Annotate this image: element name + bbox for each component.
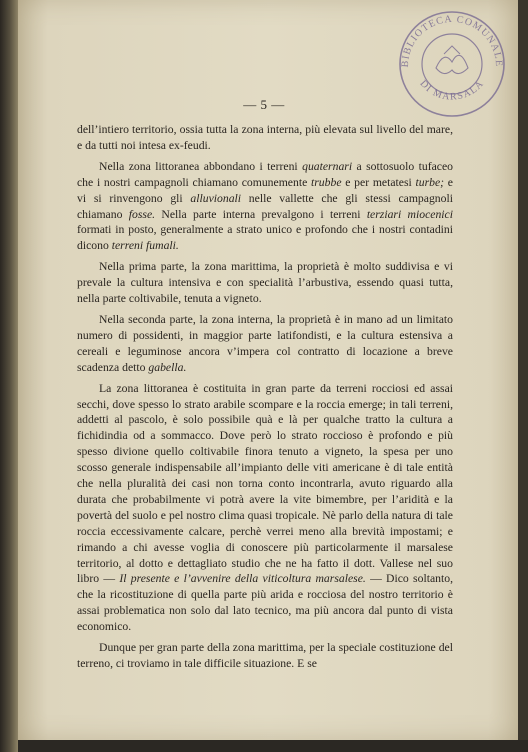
paragraph xyxy=(77,259,453,307)
svg-text:BIBLIOTECA COMUNALE xyxy=(400,14,504,68)
italic-run: fosse. xyxy=(128,207,156,221)
italic-run: terziari miocenici xyxy=(366,207,453,221)
text-run: a sottosuolo tufaceo che i nostri campagnoli chiamano comunemente xyxy=(77,159,454,189)
text-run: formati in posto, generalmente a strato unico e profondo che i nostri contadini dicono xyxy=(77,223,453,253)
page-edge-bottom xyxy=(18,740,528,752)
text-run: dell’intiero territorio, ossia tutta la zona interna, più elevata sul livello del mare, e da tutti noi intesa ex-feudi. xyxy=(77,123,453,152)
text-run: nelle vallette che gli stessi campagnoli chiamano xyxy=(77,191,453,221)
paragraph xyxy=(77,381,453,636)
stamp-bottom-text: DI MARSALA xyxy=(417,78,487,103)
paragraph xyxy=(77,640,453,672)
text-run: e vi si rinvengono gli xyxy=(77,175,453,205)
text-run: e per metatesi xyxy=(341,175,416,189)
page-number: — 5 — xyxy=(243,97,285,112)
body-text xyxy=(77,122,453,672)
paragraph xyxy=(77,122,453,154)
stamp-top-text: BIBLIOTECA COMUNALE xyxy=(399,13,505,68)
text-run: Dunque per gran parte della zona marittima, per la speciale costituzione del terreno, ci troviamo in tale difficile situazione. E se xyxy=(77,641,453,670)
text-run: Nella seconda parte, la zona interna, la proprietà è in mano ad un limitato numero di possidenti, in maggior parte latifondisti, e la cultura estensiva a cereali e leguminose ancora v’impera col contratto di locazione a breve scadenza detto xyxy=(77,312,453,374)
text-run: — Dico soltanto, che la ricostituzione di quella parte più arida e rocciosa del nostro territorio è assai problematica non solo dal lato tecnico, ma più ancora dal punto di vista economico. xyxy=(77,572,453,634)
text-run: Nella parte interna prevalgono i terreni xyxy=(155,207,367,221)
italic-run: alluvionali xyxy=(190,191,242,205)
italic-run: Il presente e l’avvenire della viticoltura marsalese. xyxy=(119,572,366,586)
italic-run: trubbe xyxy=(311,175,342,189)
italic-run: gabella. xyxy=(148,360,187,374)
paragraph xyxy=(77,159,453,254)
text-run: Nella prima parte, la zona marittima, la proprietà è molto suddivisa e vi prevale la cultura intensiva e con specialità l’arbustiva, essendo quasi tutta, nella parte coltivabile, tenuta a vigneto. xyxy=(77,260,453,306)
text-run: Nella zona littoranea abbondano i terreni xyxy=(99,159,303,173)
italic-run: turbe; xyxy=(415,175,445,189)
italic-run: quaternari xyxy=(302,159,353,173)
text-run: La zona littoranea è costituita in gran parte da terreni rocciosi ed assai secchi, dove spesso lo strato arabile scompare e la roccia emerge; in tali terreni, addetti al pascolo, è solo possibile quà e là per qualche tratto la cultura a fichidindia od a sommacco. Dove però lo strato roccioso è profondo e più spesso divione quello coltivabile finora tenuto a vigneto, la spesa per uno scosso generale indispensabile all’impianto delle viti americane è di tale entità che nella pluralità dei casi non torna conto incontrarla, avuto riguardo alla durata che probabilmente vi potrà avere la vite bimembre, per l’aridità e la povertà del suolo e pel nostro clima quasi tropicale. Nè parlo della natura di tale roccia eccessivamente calcare, perchè verrei meno alla brevità impostami; e rimando a chi avesse voglia di conoscere più particolarmente il marsalese territorio, al dotto e dettagliato studio che ne ha fatto il dott. Vallese nel suo libro — xyxy=(77,381,453,586)
paragraph xyxy=(77,312,453,376)
italic-run: terreni fumali. xyxy=(111,239,179,253)
